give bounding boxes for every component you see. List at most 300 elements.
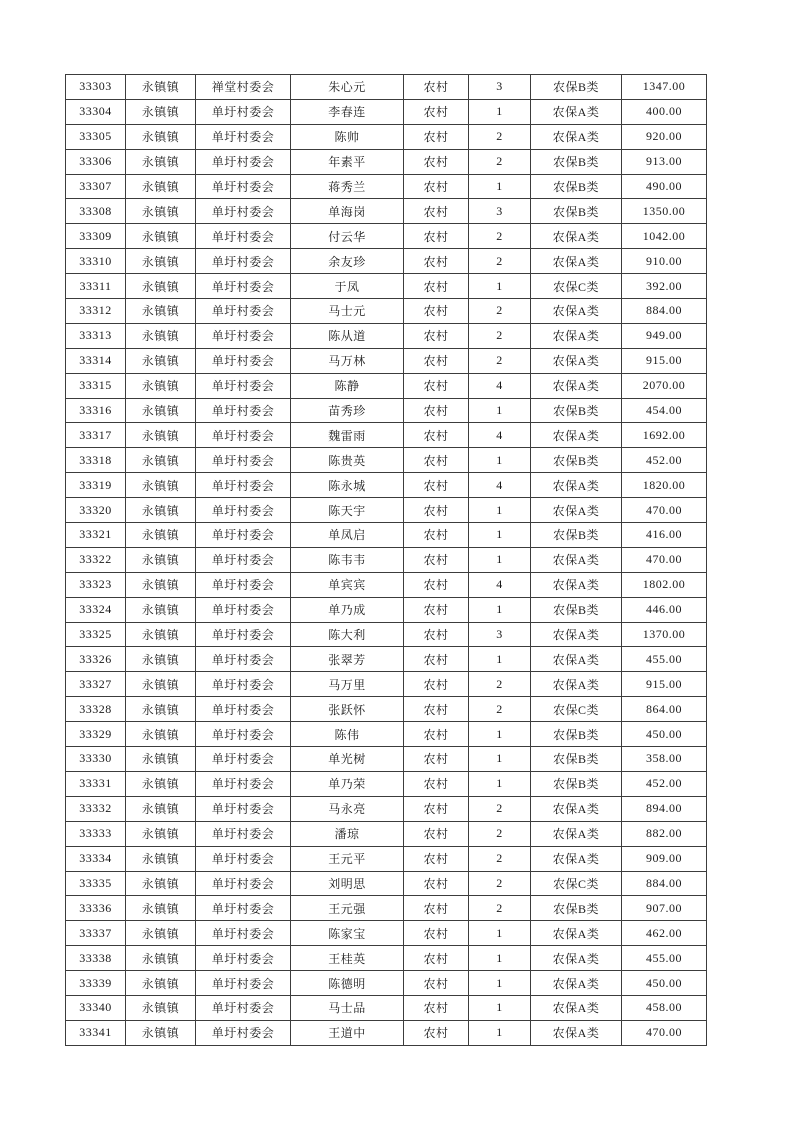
cell-id: 33340: [66, 995, 126, 1020]
cell-village: 单圩村委会: [196, 697, 291, 722]
cell-town: 永镇镇: [126, 299, 196, 324]
table-container: [65, 74, 706, 1046]
cell-residence_type: 农村: [404, 124, 469, 149]
cell-name: 付云华: [291, 224, 404, 249]
cell-count: 1: [469, 174, 531, 199]
cell-id: 33313: [66, 323, 126, 348]
cell-count: 3: [469, 622, 531, 647]
cell-count: 2: [469, 846, 531, 871]
table-row: [66, 398, 707, 423]
cell-count: 2: [469, 821, 531, 846]
cell-residence_type: 农村: [404, 722, 469, 747]
cell-residence_type: 农村: [404, 547, 469, 572]
cell-insurance_category: 农保A类: [531, 921, 622, 946]
cell-town: 永镇镇: [126, 498, 196, 523]
cell-residence_type: 农村: [404, 896, 469, 921]
cell-id: 33311: [66, 274, 126, 299]
table-row: [66, 647, 707, 672]
cell-id: 33304: [66, 99, 126, 124]
cell-count: 1: [469, 771, 531, 796]
cell-town: 永镇镇: [126, 149, 196, 174]
cell-residence_type: 农村: [404, 348, 469, 373]
cell-insurance_category: 农保B类: [531, 747, 622, 772]
table-row: [66, 1020, 707, 1045]
table-row: [66, 896, 707, 921]
cell-insurance_category: 农保A类: [531, 323, 622, 348]
cell-residence_type: 农村: [404, 473, 469, 498]
cell-name: 单乃成: [291, 597, 404, 622]
cell-town: 永镇镇: [126, 572, 196, 597]
cell-village: 单圩村委会: [196, 771, 291, 796]
cell-village: 单圩村委会: [196, 871, 291, 896]
cell-name: 年素平: [291, 149, 404, 174]
cell-town: 永镇镇: [126, 423, 196, 448]
cell-residence_type: 农村: [404, 672, 469, 697]
cell-village: 单圩村委会: [196, 323, 291, 348]
table-row: [66, 921, 707, 946]
cell-id: 33318: [66, 448, 126, 473]
cell-amount: 949.00: [622, 323, 707, 348]
cell-name: 朱心元: [291, 75, 404, 100]
cell-name: 魏雷雨: [291, 423, 404, 448]
cell-residence_type: 农村: [404, 1020, 469, 1045]
cell-count: 2: [469, 796, 531, 821]
cell-insurance_category: 农保B类: [531, 523, 622, 548]
cell-amount: 915.00: [622, 348, 707, 373]
cell-town: 永镇镇: [126, 796, 196, 821]
cell-id: 33327: [66, 672, 126, 697]
table-row: [66, 448, 707, 473]
cell-amount: 907.00: [622, 896, 707, 921]
cell-town: 永镇镇: [126, 224, 196, 249]
cell-insurance_category: 农保B类: [531, 398, 622, 423]
cell-residence_type: 农村: [404, 821, 469, 846]
cell-name: 单凤启: [291, 523, 404, 548]
cell-name: 陈大利: [291, 622, 404, 647]
cell-count: 1: [469, 523, 531, 548]
table-row: [66, 946, 707, 971]
cell-amount: 455.00: [622, 647, 707, 672]
table-row: [66, 274, 707, 299]
cell-name: 于凤: [291, 274, 404, 299]
cell-count: 3: [469, 75, 531, 100]
cell-residence_type: 农村: [404, 99, 469, 124]
cell-id: 33315: [66, 373, 126, 398]
cell-insurance_category: 农保A类: [531, 99, 622, 124]
cell-amount: 1370.00: [622, 622, 707, 647]
table-row: [66, 572, 707, 597]
cell-residence_type: 农村: [404, 921, 469, 946]
table-row: [66, 249, 707, 274]
cell-insurance_category: 农保B类: [531, 722, 622, 747]
cell-amount: 913.00: [622, 149, 707, 174]
cell-name: 张跃怀: [291, 697, 404, 722]
cell-residence_type: 农村: [404, 199, 469, 224]
cell-village: 单圩村委会: [196, 149, 291, 174]
cell-insurance_category: 农保B类: [531, 174, 622, 199]
cell-count: 2: [469, 323, 531, 348]
cell-insurance_category: 农保A类: [531, 995, 622, 1020]
cell-id: 33341: [66, 1020, 126, 1045]
cell-count: 1: [469, 971, 531, 996]
cell-count: 4: [469, 572, 531, 597]
cell-town: 永镇镇: [126, 846, 196, 871]
cell-id: 33337: [66, 921, 126, 946]
table-row: [66, 771, 707, 796]
cell-town: 永镇镇: [126, 1020, 196, 1045]
cell-town: 永镇镇: [126, 697, 196, 722]
cell-insurance_category: 农保A类: [531, 547, 622, 572]
cell-count: 2: [469, 249, 531, 274]
cell-insurance_category: 农保A类: [531, 946, 622, 971]
cell-count: 1: [469, 1020, 531, 1045]
cell-name: 马万林: [291, 348, 404, 373]
cell-residence_type: 农村: [404, 224, 469, 249]
cell-insurance_category: 农保B类: [531, 597, 622, 622]
cell-village: 单圩村委会: [196, 224, 291, 249]
cell-amount: 864.00: [622, 697, 707, 722]
table-row: [66, 971, 707, 996]
cell-town: 永镇镇: [126, 747, 196, 772]
cell-village: 单圩村委会: [196, 199, 291, 224]
cell-id: 33323: [66, 572, 126, 597]
cell-amount: 1042.00: [622, 224, 707, 249]
cell-amount: 452.00: [622, 771, 707, 796]
table-row: [66, 348, 707, 373]
table-row: [66, 747, 707, 772]
cell-name: 马万里: [291, 672, 404, 697]
cell-village: 单圩村委会: [196, 124, 291, 149]
cell-count: 1: [469, 597, 531, 622]
table-row: [66, 149, 707, 174]
table-row: [66, 323, 707, 348]
cell-amount: 1347.00: [622, 75, 707, 100]
cell-town: 永镇镇: [126, 921, 196, 946]
cell-residence_type: 农村: [404, 647, 469, 672]
cell-count: 2: [469, 299, 531, 324]
cell-insurance_category: 农保A类: [531, 299, 622, 324]
cell-amount: 452.00: [622, 448, 707, 473]
cell-amount: 909.00: [622, 846, 707, 871]
cell-insurance_category: 农保A类: [531, 622, 622, 647]
cell-village: 单圩村委会: [196, 821, 291, 846]
cell-village: 单圩村委会: [196, 921, 291, 946]
cell-town: 永镇镇: [126, 647, 196, 672]
cell-village: 单圩村委会: [196, 846, 291, 871]
cell-insurance_category: 农保A类: [531, 647, 622, 672]
cell-count: 2: [469, 871, 531, 896]
cell-insurance_category: 农保C类: [531, 697, 622, 722]
cell-residence_type: 农村: [404, 995, 469, 1020]
cell-amount: 450.00: [622, 722, 707, 747]
cell-name: 单乃荣: [291, 771, 404, 796]
table-row: [66, 423, 707, 448]
cell-insurance_category: 农保B类: [531, 149, 622, 174]
cell-village: 单圩村委会: [196, 348, 291, 373]
cell-residence_type: 农村: [404, 597, 469, 622]
cell-name: 潘琼: [291, 821, 404, 846]
cell-id: 33332: [66, 796, 126, 821]
cell-id: 33326: [66, 647, 126, 672]
cell-insurance_category: 农保A类: [531, 971, 622, 996]
cell-village: 单圩村委会: [196, 498, 291, 523]
cell-id: 33321: [66, 523, 126, 548]
cell-village: 单圩村委会: [196, 622, 291, 647]
cell-residence_type: 农村: [404, 249, 469, 274]
cell-id: 33303: [66, 75, 126, 100]
cell-residence_type: 农村: [404, 323, 469, 348]
cell-name: 刘明思: [291, 871, 404, 896]
cell-count: 2: [469, 697, 531, 722]
cell-insurance_category: 农保A类: [531, 1020, 622, 1045]
cell-insurance_category: 农保A类: [531, 249, 622, 274]
cell-name: 陈韦韦: [291, 547, 404, 572]
cell-town: 永镇镇: [126, 672, 196, 697]
cell-residence_type: 农村: [404, 498, 469, 523]
table-row: [66, 672, 707, 697]
cell-village: 单圩村委会: [196, 249, 291, 274]
cell-village: 单圩村委会: [196, 398, 291, 423]
cell-amount: 884.00: [622, 299, 707, 324]
cell-count: 2: [469, 224, 531, 249]
cell-name: 王桂英: [291, 946, 404, 971]
cell-town: 永镇镇: [126, 323, 196, 348]
cell-village: 单圩村委会: [196, 747, 291, 772]
cell-residence_type: 农村: [404, 946, 469, 971]
cell-amount: 1820.00: [622, 473, 707, 498]
cell-village: 单圩村委会: [196, 597, 291, 622]
cell-town: 永镇镇: [126, 274, 196, 299]
cell-residence_type: 农村: [404, 747, 469, 772]
cell-town: 永镇镇: [126, 99, 196, 124]
cell-town: 永镇镇: [126, 995, 196, 1020]
cell-insurance_category: 农保B类: [531, 448, 622, 473]
cell-amount: 910.00: [622, 249, 707, 274]
cell-insurance_category: 农保A类: [531, 423, 622, 448]
cell-village: 单圩村委会: [196, 174, 291, 199]
cell-town: 永镇镇: [126, 174, 196, 199]
cell-residence_type: 农村: [404, 299, 469, 324]
cell-village: 禅堂村委会: [196, 75, 291, 100]
cell-id: 33329: [66, 722, 126, 747]
cell-name: 陈家宝: [291, 921, 404, 946]
cell-village: 单圩村委会: [196, 99, 291, 124]
cell-residence_type: 农村: [404, 523, 469, 548]
cell-id: 33336: [66, 896, 126, 921]
cell-residence_type: 农村: [404, 771, 469, 796]
cell-residence_type: 农村: [404, 846, 469, 871]
cell-insurance_category: 农保A类: [531, 846, 622, 871]
table-row: [66, 796, 707, 821]
cell-amount: 1350.00: [622, 199, 707, 224]
cell-residence_type: 农村: [404, 448, 469, 473]
cell-id: 33310: [66, 249, 126, 274]
table-row: [66, 697, 707, 722]
cell-residence_type: 农村: [404, 149, 469, 174]
cell-insurance_category: 农保B类: [531, 896, 622, 921]
cell-name: 马士元: [291, 299, 404, 324]
cell-name: 王元平: [291, 846, 404, 871]
cell-id: 33305: [66, 124, 126, 149]
cell-count: 2: [469, 672, 531, 697]
cell-residence_type: 农村: [404, 423, 469, 448]
cell-town: 永镇镇: [126, 771, 196, 796]
table-row: [66, 846, 707, 871]
table-row: [66, 99, 707, 124]
table-row: [66, 523, 707, 548]
table-row: [66, 622, 707, 647]
cell-id: 33328: [66, 697, 126, 722]
cell-village: 单圩村委会: [196, 274, 291, 299]
cell-residence_type: 农村: [404, 871, 469, 896]
cell-insurance_category: 农保A类: [531, 124, 622, 149]
cell-village: 单圩村委会: [196, 796, 291, 821]
cell-insurance_category: 农保C类: [531, 274, 622, 299]
cell-amount: 392.00: [622, 274, 707, 299]
cell-town: 永镇镇: [126, 622, 196, 647]
cell-amount: 470.00: [622, 547, 707, 572]
cell-id: 33314: [66, 348, 126, 373]
cell-amount: 915.00: [622, 672, 707, 697]
table-row: [66, 722, 707, 747]
cell-town: 永镇镇: [126, 971, 196, 996]
cell-id: 33338: [66, 946, 126, 971]
cell-name: 陈伟: [291, 722, 404, 747]
cell-amount: 490.00: [622, 174, 707, 199]
cell-village: 单圩村委会: [196, 672, 291, 697]
cell-id: 33316: [66, 398, 126, 423]
cell-town: 永镇镇: [126, 124, 196, 149]
cell-id: 33317: [66, 423, 126, 448]
cell-town: 永镇镇: [126, 199, 196, 224]
cell-town: 永镇镇: [126, 348, 196, 373]
cell-village: 单圩村委会: [196, 547, 291, 572]
cell-id: 33330: [66, 747, 126, 772]
cell-amount: 454.00: [622, 398, 707, 423]
cell-amount: 455.00: [622, 946, 707, 971]
cell-name: 马士品: [291, 995, 404, 1020]
cell-amount: 470.00: [622, 498, 707, 523]
cell-id: 33331: [66, 771, 126, 796]
cell-count: 4: [469, 373, 531, 398]
cell-village: 单圩村委会: [196, 448, 291, 473]
cell-id: 33320: [66, 498, 126, 523]
cell-count: 3: [469, 199, 531, 224]
cell-town: 永镇镇: [126, 597, 196, 622]
cell-count: 1: [469, 547, 531, 572]
cell-town: 永镇镇: [126, 547, 196, 572]
cell-name: 陈帅: [291, 124, 404, 149]
cell-residence_type: 农村: [404, 274, 469, 299]
cell-town: 永镇镇: [126, 398, 196, 423]
cell-count: 1: [469, 946, 531, 971]
table-row: [66, 498, 707, 523]
cell-count: 1: [469, 921, 531, 946]
cell-amount: 884.00: [622, 871, 707, 896]
cell-count: 1: [469, 722, 531, 747]
table-row: [66, 597, 707, 622]
cell-amount: 920.00: [622, 124, 707, 149]
cell-village: 单圩村委会: [196, 995, 291, 1020]
table-row: [66, 124, 707, 149]
cell-id: 33312: [66, 299, 126, 324]
cell-name: 单海岗: [291, 199, 404, 224]
cell-amount: 894.00: [622, 796, 707, 821]
cell-name: 陈德明: [291, 971, 404, 996]
cell-amount: 1692.00: [622, 423, 707, 448]
table-row: [66, 871, 707, 896]
cell-town: 永镇镇: [126, 473, 196, 498]
cell-insurance_category: 农保A类: [531, 373, 622, 398]
cell-id: 33333: [66, 821, 126, 846]
cell-town: 永镇镇: [126, 722, 196, 747]
cell-name: 王元强: [291, 896, 404, 921]
cell-name: 陈从道: [291, 323, 404, 348]
cell-id: 33307: [66, 174, 126, 199]
cell-name: 陈永城: [291, 473, 404, 498]
cell-id: 33319: [66, 473, 126, 498]
cell-name: 张翠芳: [291, 647, 404, 672]
cell-insurance_category: 农保A类: [531, 224, 622, 249]
cell-village: 单圩村委会: [196, 572, 291, 597]
cell-id: 33308: [66, 199, 126, 224]
cell-count: 1: [469, 398, 531, 423]
cell-village: 单圩村委会: [196, 523, 291, 548]
cell-insurance_category: 农保A类: [531, 348, 622, 373]
cell-count: 4: [469, 473, 531, 498]
cell-id: 33324: [66, 597, 126, 622]
cell-count: 1: [469, 647, 531, 672]
table-row: [66, 547, 707, 572]
table-row: [66, 199, 707, 224]
cell-id: 33322: [66, 547, 126, 572]
cell-name: 单光树: [291, 747, 404, 772]
cell-count: 1: [469, 99, 531, 124]
cell-count: 2: [469, 124, 531, 149]
cell-count: 4: [469, 423, 531, 448]
cell-town: 永镇镇: [126, 75, 196, 100]
table-row: [66, 473, 707, 498]
cell-amount: 458.00: [622, 995, 707, 1020]
cell-town: 永镇镇: [126, 821, 196, 846]
cell-residence_type: 农村: [404, 697, 469, 722]
cell-id: 33335: [66, 871, 126, 896]
cell-name: 马永亮: [291, 796, 404, 821]
cell-residence_type: 农村: [404, 75, 469, 100]
cell-village: 单圩村委会: [196, 896, 291, 921]
cell-amount: 446.00: [622, 597, 707, 622]
cell-name: 苗秀珍: [291, 398, 404, 423]
table-row: [66, 174, 707, 199]
cell-id: 33325: [66, 622, 126, 647]
cell-name: 蒋秀兰: [291, 174, 404, 199]
cell-id: 33309: [66, 224, 126, 249]
cell-insurance_category: 农保A类: [531, 821, 622, 846]
cell-town: 永镇镇: [126, 896, 196, 921]
table-row: [66, 373, 707, 398]
cell-amount: 400.00: [622, 99, 707, 124]
cell-name: 陈贵英: [291, 448, 404, 473]
cell-insurance_category: 农保B类: [531, 75, 622, 100]
cell-village: 单圩村委会: [196, 946, 291, 971]
cell-name: 单宾宾: [291, 572, 404, 597]
cell-village: 单圩村委会: [196, 971, 291, 996]
cell-name: 陈天宇: [291, 498, 404, 523]
cell-insurance_category: 农保C类: [531, 871, 622, 896]
cell-village: 单圩村委会: [196, 722, 291, 747]
cell-count: 1: [469, 274, 531, 299]
cell-amount: 2070.00: [622, 373, 707, 398]
